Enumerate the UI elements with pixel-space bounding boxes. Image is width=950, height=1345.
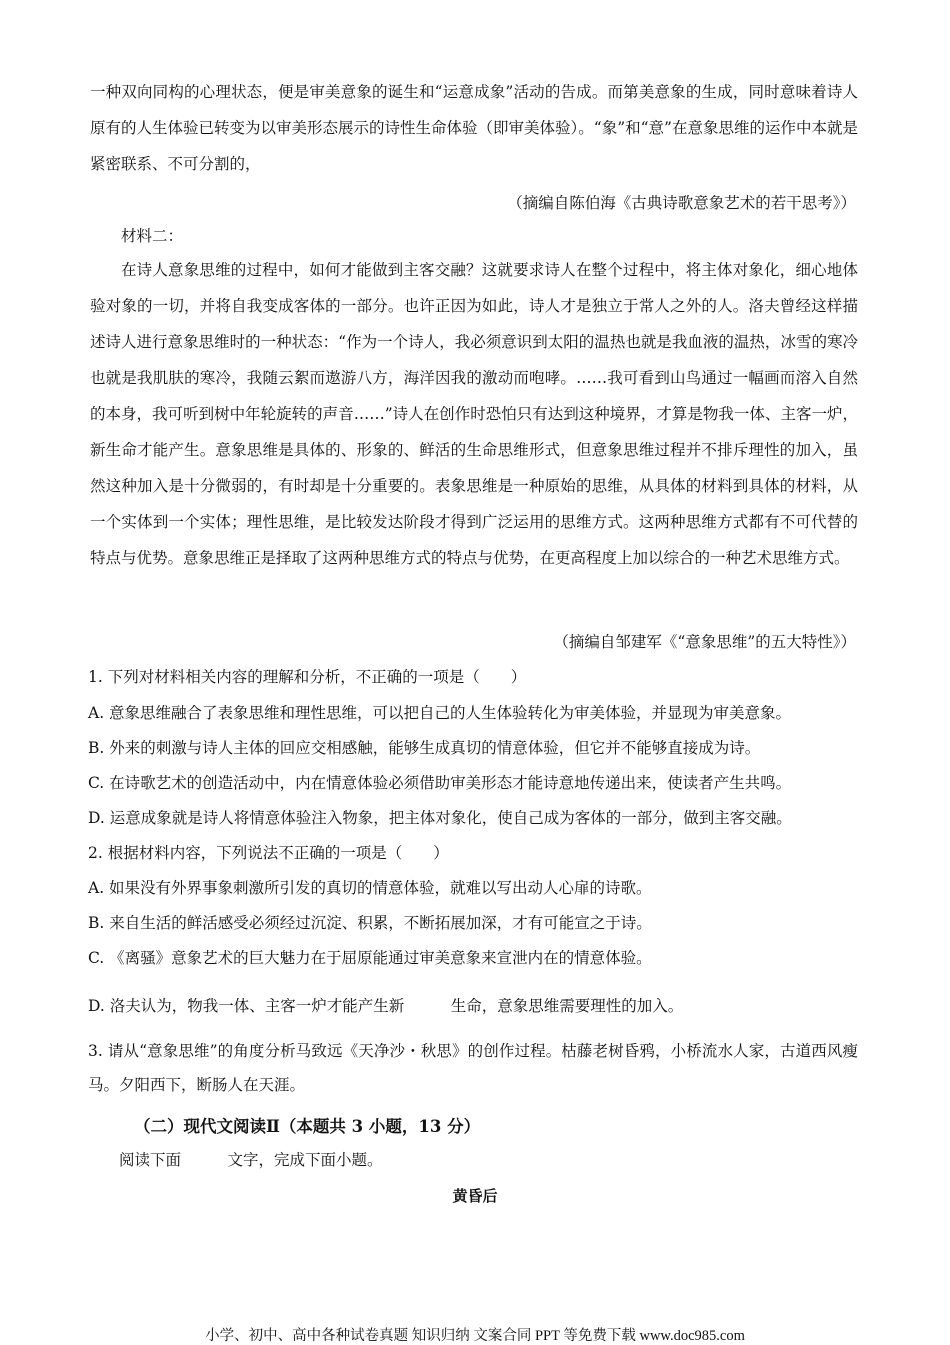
question-2-option-a: A. 如果没有外界事象刺激所引发的真切的情意体验，就难以写出动人心扉的诗歌。 xyxy=(88,879,652,897)
question-2-option-b: B. 来自生活的鲜活感受必须经过沉淀、积累，不断拓展加深，才有可能宣之于诗。 xyxy=(88,914,652,932)
question-3: 3. 请从“意象思维”的角度分析马致远《天净沙・秋思》的创作过程。枯藤老树昏鸦，小桥流水人家，古道西风瘦马。夕阳西下，断肠人在天涯。 xyxy=(88,1042,858,1094)
material1-tail-paragraph: 一种双向同构的心理状态，便是审美意象的诞生和“运意成象”活动的告成。而第美意象的生成，同时意味着诗人原有的人生体验已转变为以审美形态展示的诗性生命体验（即审美体验）。“象”和“意”在意象思维的运作中本就是紧密联系、不可分割的， xyxy=(90,83,858,173)
source-citation-1: （摘编自陈伯海《古典诗歌意象艺术的若干思考》） xyxy=(507,194,856,212)
question-1-option-b: B. 外来的刺激与诗人主体的回应交相感触，能够生成真切的情意体验，但它并不能够直接成为诗。 xyxy=(88,739,761,757)
section-2-heading: （二）现代文阅读Ⅱ（本题共 3 小题，13 分） xyxy=(134,1117,481,1136)
story-title: 黄昏后 xyxy=(452,1187,498,1205)
material2-paragraph: 在诗人意象思维的过程中，如何才能做到主客交融？这就要求诗人在整个过程中，将主体对象化，细心地体验对象的一切，并将自我变成客体的一部分。也许正因为如此，诗人才是独立于常人之外的人。洛夫曾经这样描述诗人进行意象思维时的一种状态：“作为一个诗人，我必须意识到太阳的温热也就是我血液的温热，冰雪的寒冷也就是我肌肤的寒冷，我随云絮而遨游八方，海洋因我的激动而咆哮。……我可看到山鸟通过一幅画而溶入自然的本身，我可听到树中年轮旋转的声音……”诗人在创作时恐怕只有达到这种境界，才算是物我一体、主客一炉，新生命才能产生。意象思维是具体的、形象的、鲜活的生命思维形式，但意象思维过程并不排斥理性的加入，虽然这种加入是十分微弱的，有时却是十分重要的。表象思维是一种原始的思维，从具体的材料到具体的材料，从一个实体到一个实体；理性思维，是比较发达阶段才得到广泛运用的思维方式。这两种思维方式都有不可代替的特点与优势。意象思维正是择取了这两种思维方式的特点与优势，在更高程度上加以综合的一种艺术思维方式。 xyxy=(90,261,858,567)
question-2-option-d: D. 洛夫认为，物我一体、主客一炉才能产生新 生命，意象思维需要理性的加入。 xyxy=(88,997,684,1015)
question-1-option-c: C. 在诗歌艺术的创造活动中，内在情意体验必须借助审美形态才能诗意地传递出来，使读者产生共鸣。 xyxy=(88,774,792,792)
source-citation-2: （摘编自邹建军《“意象思维”的五大特性》） xyxy=(553,633,856,651)
material2-label: 材料二： xyxy=(121,227,184,245)
question-1-option-a: A. 意象思维融合了表象思维和理性思维，可以把自己的人生体验转化为审美体验，并显现为审美意象。 xyxy=(88,704,792,722)
question-1-stem: 1. 下列对材料相关内容的理解和分析，不正确的一项是（ ） xyxy=(88,668,527,686)
question-2-stem: 2. 根据材料内容，下列说法不正确的一项是（ ） xyxy=(88,844,449,862)
reading-instruction: 阅读下面 文字，完成下面小题。 xyxy=(119,1151,383,1169)
question-1-option-d: D. 运意成象就是诗人将情意体验注入物象，把主体对象化，使自己成为客体的一部分，做到主客交融。 xyxy=(88,809,792,827)
page-footer: 小学、初中、高中各种试卷真题 知识归纳 文案合同 PPT 等免费下载 www.doc985.com xyxy=(205,1328,745,1344)
question-2-option-c: C. 《离骚》意象艺术的巨大魅力在于屈原能通过审美意象来宣泄内在的情意体验。 xyxy=(88,949,652,967)
